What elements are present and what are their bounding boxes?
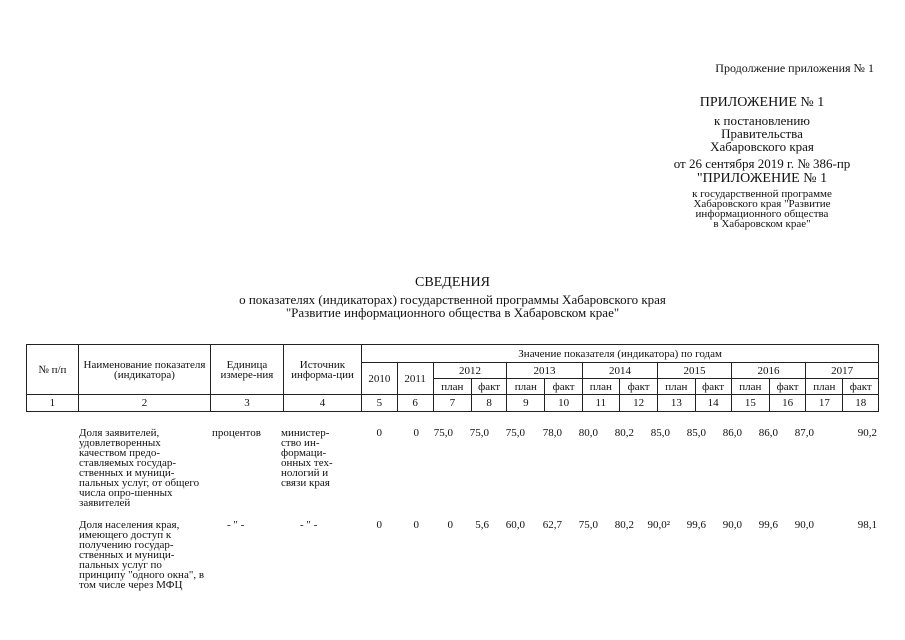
value-cell: 90,2: [857, 427, 877, 439]
header-year-2014: 2014: [582, 363, 658, 379]
row-1-source: министер-ство ин-формаци-онных тех-нологий и связи края: [281, 427, 333, 489]
value-cell: 78,0: [542, 427, 562, 439]
value-cell: 99,6: [758, 519, 778, 531]
colnum-11: 11: [582, 395, 619, 412]
colnum-4: 4: [283, 395, 362, 412]
value-cell: 86,0: [722, 427, 742, 439]
header-year-2013: 2013: [507, 363, 583, 379]
document-subtitle: [0, 293, 905, 319]
value-cell: 87,0: [794, 427, 814, 439]
header-year-2010: 2010: [362, 363, 397, 395]
program-line-1: к государственной программе: [692, 188, 832, 200]
header-fact: факт: [619, 379, 657, 395]
row-2-unit: - " -: [227, 519, 245, 531]
colnum-5: 5: [362, 395, 397, 412]
header-fact: факт: [843, 379, 879, 395]
value-cell: 80,2: [614, 519, 634, 531]
row-1-unit: процентов: [212, 427, 261, 439]
row-2-source: - " -: [300, 519, 318, 531]
value-cell: 0: [376, 519, 382, 531]
value-cell: 99,6: [686, 519, 706, 531]
value-cell: 80,0: [578, 427, 598, 439]
value-cell: 60,0: [505, 519, 525, 531]
header-plan: план: [731, 379, 769, 395]
appendix-date: от 26 сентября 2019 г. № 386-пр: [673, 156, 851, 171]
header-plan: план: [658, 379, 695, 395]
header-year-2012: 2012: [433, 363, 506, 379]
colnum-7: 7: [433, 395, 471, 412]
colnum-1: 1: [27, 395, 79, 412]
colnum-16: 16: [770, 395, 806, 412]
colnum-10: 10: [545, 395, 582, 412]
header-plan: план: [507, 379, 545, 395]
header-name: Наименование показателя (индикатора): [78, 345, 210, 395]
value-cell: 85,0: [650, 427, 670, 439]
colnum-3: 3: [211, 395, 283, 412]
header-plan: план: [582, 379, 619, 395]
colnum-6: 6: [397, 395, 433, 412]
program-line-2: Хабаровского края "Развитие: [693, 198, 831, 210]
program-line-4: в Хабаровском крае": [713, 218, 811, 230]
value-cell: 0: [413, 427, 419, 439]
colnum-14: 14: [695, 395, 731, 412]
colnum-12: 12: [619, 395, 657, 412]
value-cell: 80,2: [614, 427, 634, 439]
value-cell: 0: [413, 519, 419, 531]
row-2-name: Доля населения края, имеющего доступ к получению государ-ственных и муници-пальных услуг по принципу "одного окна", в том числе через МФЦ: [79, 519, 205, 591]
header-source: Источник информа-ции: [283, 345, 362, 395]
document-title: СВЕДЕНИЯ: [415, 275, 490, 290]
subtitle-line-1: о показателях (индикаторах) государственной программы Хабаровского края: [239, 292, 666, 307]
colnum-15: 15: [731, 395, 769, 412]
value-cell: 86,0: [758, 427, 778, 439]
header-unit: Единица измере-ния: [211, 345, 283, 395]
header-plan: план: [806, 379, 843, 395]
header-year-2015: 2015: [658, 363, 731, 379]
value-cell: 75,0: [578, 519, 598, 531]
colnum-2: 2: [78, 395, 210, 412]
appendix-region: Хабаровского края: [710, 139, 814, 154]
appendix-to-resolution: к постановлению: [713, 113, 811, 128]
value-cell: 85,0: [686, 427, 706, 439]
header-plan: план: [433, 379, 471, 395]
program-line-3: информационного общества: [695, 208, 829, 220]
value-cell: 90,0: [722, 519, 742, 531]
subtitle-line-2: "Развитие информационного общества в Хабаровском крае": [285, 305, 620, 320]
continuation-note: Продолжение приложения № 1: [715, 61, 874, 75]
colnum-18: 18: [843, 395, 879, 412]
colnum-8: 8: [472, 395, 507, 412]
header-num: № п/п: [27, 345, 79, 395]
colnum-13: 13: [658, 395, 695, 412]
colnum-9: 9: [507, 395, 545, 412]
header-fact: факт: [695, 379, 731, 395]
indicators-table-header: [26, 344, 879, 412]
header-values: Значение показателя (индикатора) по годам: [362, 345, 879, 363]
value-cell: 75,0: [469, 427, 489, 439]
header-year-2017: 2017: [806, 363, 879, 379]
value-cell: 0: [447, 519, 453, 531]
header-fact: факт: [472, 379, 507, 395]
value-cell: 98,1: [857, 519, 877, 531]
header-year-2016: 2016: [731, 363, 806, 379]
appendix-title-2: "ПРИЛОЖЕНИЕ № 1: [696, 171, 828, 186]
value-cell: 75,0: [505, 427, 525, 439]
header-fact: факт: [770, 379, 806, 395]
value-cell: 5,6: [475, 519, 489, 531]
colnum-17: 17: [806, 395, 843, 412]
value-cell: 0: [376, 427, 382, 439]
header-fact: факт: [545, 379, 582, 395]
value-cell: 75,0: [433, 427, 453, 439]
value-cell: 62,7: [542, 519, 562, 531]
appendix-government: Правительства: [721, 126, 803, 141]
header-year-2011: 2011: [397, 363, 433, 395]
row-1-name: Доля заявителей, удовлетворенных качеством предо-ставляемых государ-ственных и муници-пальных услуг, от общего числа опро-шенных заявителей: [79, 427, 200, 509]
value-cell: 90,0²: [647, 519, 670, 531]
appendix-block: [648, 96, 876, 229]
appendix-title: ПРИЛОЖЕНИЕ № 1: [699, 95, 825, 110]
value-cell: 90,0: [794, 519, 814, 531]
